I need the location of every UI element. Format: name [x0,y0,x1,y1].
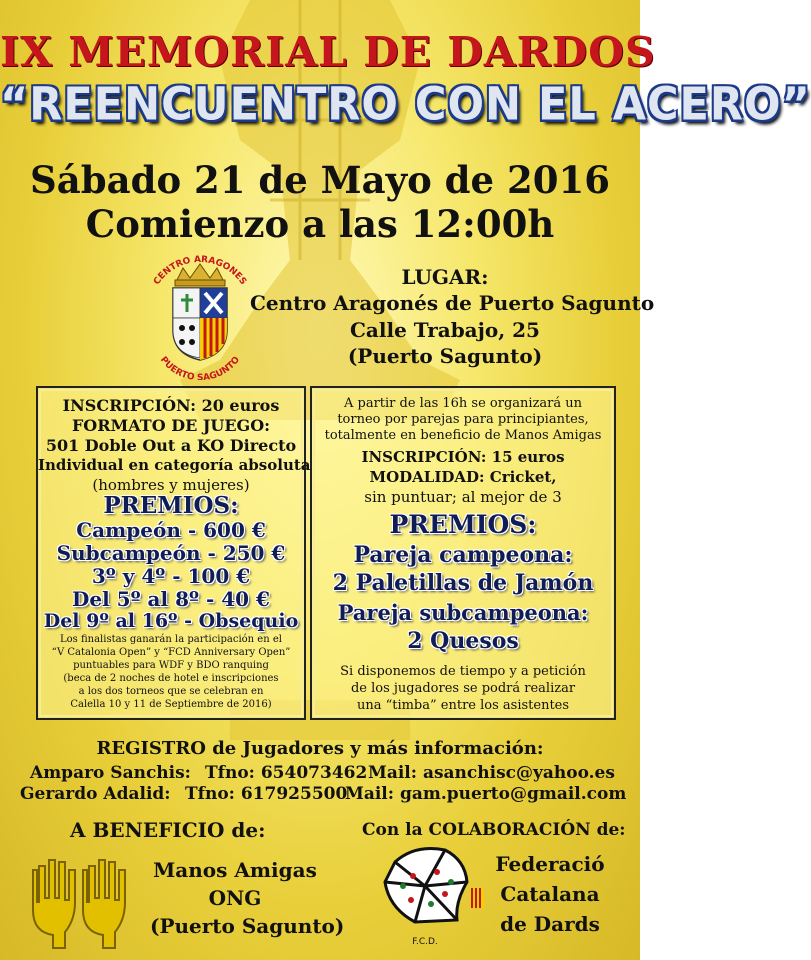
crest-top-text: CENTRO ARAGONES [152,254,248,287]
centro-aragones-crest [135,250,265,380]
benefit-org-city: (Puerto Sagunto) [150,914,345,938]
contact-2-name: Gerardo Adalid: [20,784,171,804]
left-prize-5: Del 9º al 16º - Obsequio [43,610,299,632]
left-note-4: (beca de 2 noches de hotel e inscripciones [63,673,279,684]
left-prize-4: Del 5º al 8º - 40 € [72,587,270,611]
right-prize-1-label: Pareja campeona: [353,542,573,568]
collab-org-line-3: de Dards [500,912,600,936]
contact-2-phone: Tfno: 617925500 [185,784,348,804]
manos-amigas-hands-icon [25,840,135,950]
contact-1-name: Amparo Sanchis: [30,763,191,783]
event-start-text: Comienzo a las 12:00h [85,202,555,246]
event-start-time [0,202,640,246]
contact-1-mail: Mail: asanchisc@yahoo.es [368,763,615,783]
left-category: Individual en categoría absoluta [38,456,311,474]
fcd-dartboard-logo-icon [375,842,475,952]
catalan-flag-icon [470,888,484,908]
event-title: IX MEMORIAL DE DARDOS [0,28,656,76]
right-intro-2: torneo por parejas para principiantes, [337,412,589,427]
left-note-2: “V Catalonia Open” y “FCD Anniversary Open” [51,647,291,658]
left-format-type: 501 Doble Out a KO Directo [45,436,297,455]
contact-2-mail: Mail: gam.puerto@gmail.com [345,784,627,804]
event-subtitle: “REENCUENTRO CON EL ACERO” [0,78,811,132]
location-label: LUGAR: [401,265,489,289]
location-venue: Centro Aragonés de Puerto Sagunto [250,291,655,315]
left-note-6: Calella 10 y 11 de Septiembre de 2016) [70,699,272,710]
collab-org-line-2: Catalana [500,882,600,906]
event-date [0,158,640,202]
left-prizes-title: PREMIOS: [103,492,239,519]
benefit-org-type: ONG [208,886,262,910]
right-note-2: de los jugadores se podrá realizar [350,681,576,696]
right-note-1: Si disponemos de tiempo y a petición [340,664,586,679]
right-mode-detail: sin puntuar; al mejor de 3 [364,488,562,506]
contact-1-phone: Tfno: 654073462 [205,763,368,783]
left-note-3: puntuables para WDF y BDO ranquing [73,660,269,671]
left-category-note: (hombres y mujeres) [92,476,250,494]
right-registration-fee: INSCRIPCIÓN: 15 euros [361,448,565,466]
crest-bottom-text: PUERTO SAGUNTO [157,355,243,380]
benefit-label: A BENEFICIO de: [70,818,266,842]
left-format-label: FORMATO DE JUEGO: [71,416,271,435]
left-note-5: a los dos torneos que se celebran en [78,686,264,697]
right-prize-1: 2 Paletillas de Jamón [332,570,594,596]
right-prize-2: 2 Quesos [407,628,519,654]
crest-shield-icon [135,250,265,380]
fcd-initials: F.C.D. [412,937,438,947]
right-prize-2-label: Pareja subcampeona: [337,600,589,625]
left-prize-3: 3º y 4º - 100 € [91,564,251,588]
left-prize-2: Subcampeón - 250 € [56,541,286,565]
location-street: Calle Trabajo, 25 [350,318,540,342]
benefit-org-name: Manos Amigas [153,858,317,882]
collab-label: Con la COLABORACIÓN de: [362,820,626,840]
registration-title: REGISTRO de Jugadores y más información: [96,738,544,759]
collab-org-line-1: Federació [495,852,605,876]
pairs-tournament-box [310,386,616,720]
left-prize-1: Campeón - 600 € [76,518,266,542]
location-city: (Puerto Sagunto) [347,344,543,368]
right-intro-1: A partir de las 16h se organizará un [343,396,583,411]
right-mode: MODALIDAD: Cricket, [369,468,557,486]
right-prizes-title: PREMIOS: [389,510,537,539]
left-registration-fee: INSCRIPCIÓN: 20 euros [62,396,280,415]
individual-tournament-box [36,386,311,720]
right-intro-3: totalmente en beneficio de Manos Amigas [324,428,602,443]
right-note-3: una “timba” entre los asistentes [356,698,570,713]
event-date-text: Sábado 21 de Mayo de 2016 [30,158,610,202]
left-note-1: Los finalistas ganarán la participación en el [60,634,282,645]
